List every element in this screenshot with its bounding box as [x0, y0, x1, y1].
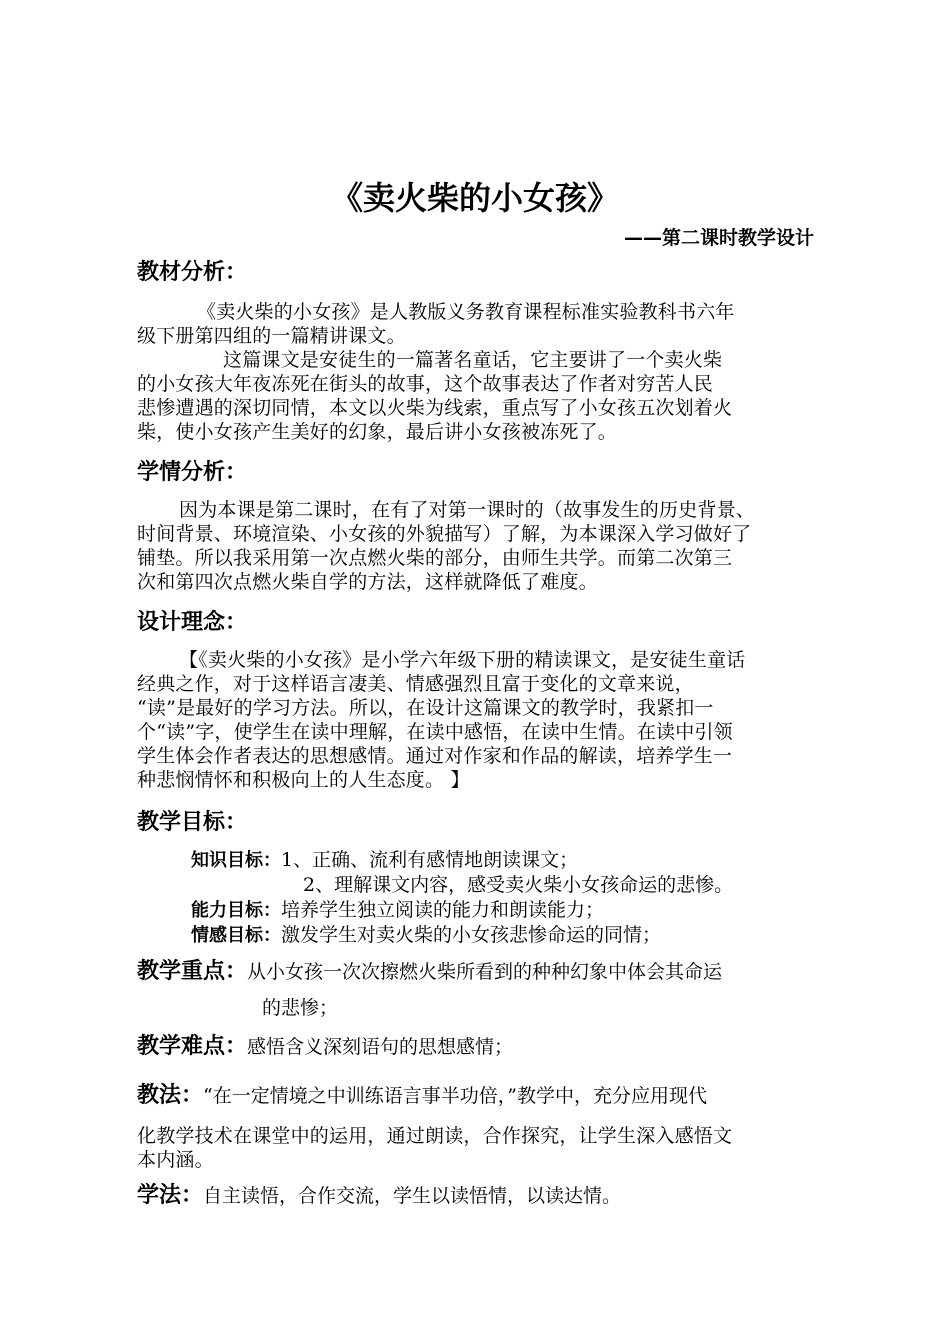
- material-analysis-heading: 教材分析：: [137, 260, 248, 285]
- student-analysis-paragraph: [137, 498, 827, 594]
- key-point-row: [137, 958, 722, 986]
- difficulty-row: [137, 1033, 513, 1061]
- difficulty-text: 感悟含义深刻语句的思想感情；: [247, 1036, 514, 1058]
- key-point-label: 教学重点：: [137, 959, 248, 984]
- text-line: 【《卖火柴的小女孩》是小学六年级下册的精读课文，是安徒生童话: [179, 649, 746, 671]
- learning-method-row: [137, 1182, 621, 1210]
- text-line: 铺垫。所以我采用第一次点燃火柴的部分，由师生共学。而第二次第三: [137, 547, 733, 569]
- key-point-row-2: [262, 994, 338, 1022]
- ability-goal-text: 培养学生独立阅读的能力和朗读能力；: [281, 899, 605, 921]
- text-line: 本内涵。: [137, 1149, 214, 1171]
- text-line: 经典之作，对于这样语言凄美、情感强烈且富于变化的文章来说，: [137, 673, 694, 695]
- ability-goal-label: 能力目标：: [191, 900, 281, 921]
- learning-method-text: 自主读悟，合作交流，学生以读悟情，以读达情。: [203, 1185, 622, 1207]
- text-line: 这篇课文是安徒生的一篇著名童话，它主要讲了一个卖火柴: [223, 349, 723, 371]
- teaching-method-row: [137, 1082, 707, 1110]
- knowledge-goal-label: 知识目标：: [191, 850, 281, 871]
- material-paragraph-1: [137, 300, 827, 348]
- text-line: 《卖火柴的小女孩》是人教版义务教育课程标准实验教科书六年: [197, 301, 735, 323]
- emotion-goal-text: 激发学生对卖火柴的小女孩悲惨命运的同情；: [281, 924, 662, 946]
- design-concept-paragraph: [137, 648, 827, 792]
- knowledge-goal-1: 1、正确、流利有感情地朗读课文；: [281, 849, 579, 871]
- teaching-goals-heading: 教学目标：: [137, 810, 248, 835]
- text-line: 柴，使小女孩产生美好的幻象，最后讲小女孩被冻死了。: [137, 421, 618, 443]
- text-line: 级下册第四组的一篇精讲课文。: [137, 325, 406, 347]
- design-concept-heading: 设计理念：: [137, 610, 248, 635]
- text-line: 化教学技术在课堂中的运用，通过朗读，合作探究，让学生深入感悟文: [137, 1125, 733, 1147]
- text-line: 的小女孩大年夜冻死在街头的故事，这个故事表达了作者对穷苦人民: [137, 373, 714, 395]
- ability-goal-row: [191, 898, 604, 923]
- text-line: 时间背景、环境渲染、小女孩的外貌描写）了解，为本课深入学习做好了: [137, 523, 752, 545]
- emotion-goal-row: [191, 923, 661, 948]
- text-line: 次和第四次点燃火柴自学的方法，这样就降低了难度。: [137, 571, 598, 593]
- document-subtitle: ——第二课时教学设计: [623, 227, 814, 249]
- key-point-text-2: 的悲惨；: [262, 997, 339, 1019]
- text-line: 学生体会作者表达的思想感情。通过对作家和作品的解读，培养学生一: [137, 745, 733, 767]
- text-line: 悲惨遭遇的深切同情，本文以火柴为线索，重点写了小女孩五次划着火: [137, 397, 733, 419]
- knowledge-goal-row-2: [303, 873, 733, 897]
- knowledge-goal-row: [191, 848, 578, 873]
- text-line: “读”是最好的学习方法。所以，在设计这篇课文的教学时，我紧扣一: [137, 697, 714, 719]
- difficulty-label: 教学难点：: [137, 1034, 248, 1059]
- teaching-method-text: “在一定情境之中训练语言事半功倍，”教学中，充分应用现代: [203, 1085, 707, 1107]
- text-line: 个“读”字，使学生在读中理解，在读中感悟，在读中生情。在读中引领: [137, 721, 733, 743]
- teaching-method-continued: [137, 1124, 827, 1172]
- student-analysis-heading: 学情分析：: [137, 460, 248, 485]
- key-point-text: 从小女孩一次次擦燃火柴所看到的种种幻象中体会其命运: [247, 961, 723, 983]
- text-line: 种悲悯情怀和积极向上的人生态度。 】: [137, 769, 470, 791]
- text-line: 因为本课是第二课时，在有了对第一课时的（故事发生的历史背景、: [179, 499, 756, 521]
- knowledge-goal-2: 2、理解课文内容，感受卖火柴小女孩命运的悲惨。: [303, 874, 734, 896]
- emotion-goal-label: 情感目标：: [191, 925, 281, 946]
- document-title: 《卖火柴的小女孩》: [330, 179, 619, 217]
- learning-method-label: 学法：: [137, 1183, 204, 1208]
- material-paragraph-2: [137, 348, 827, 444]
- teaching-method-label: 教法：: [137, 1083, 204, 1108]
